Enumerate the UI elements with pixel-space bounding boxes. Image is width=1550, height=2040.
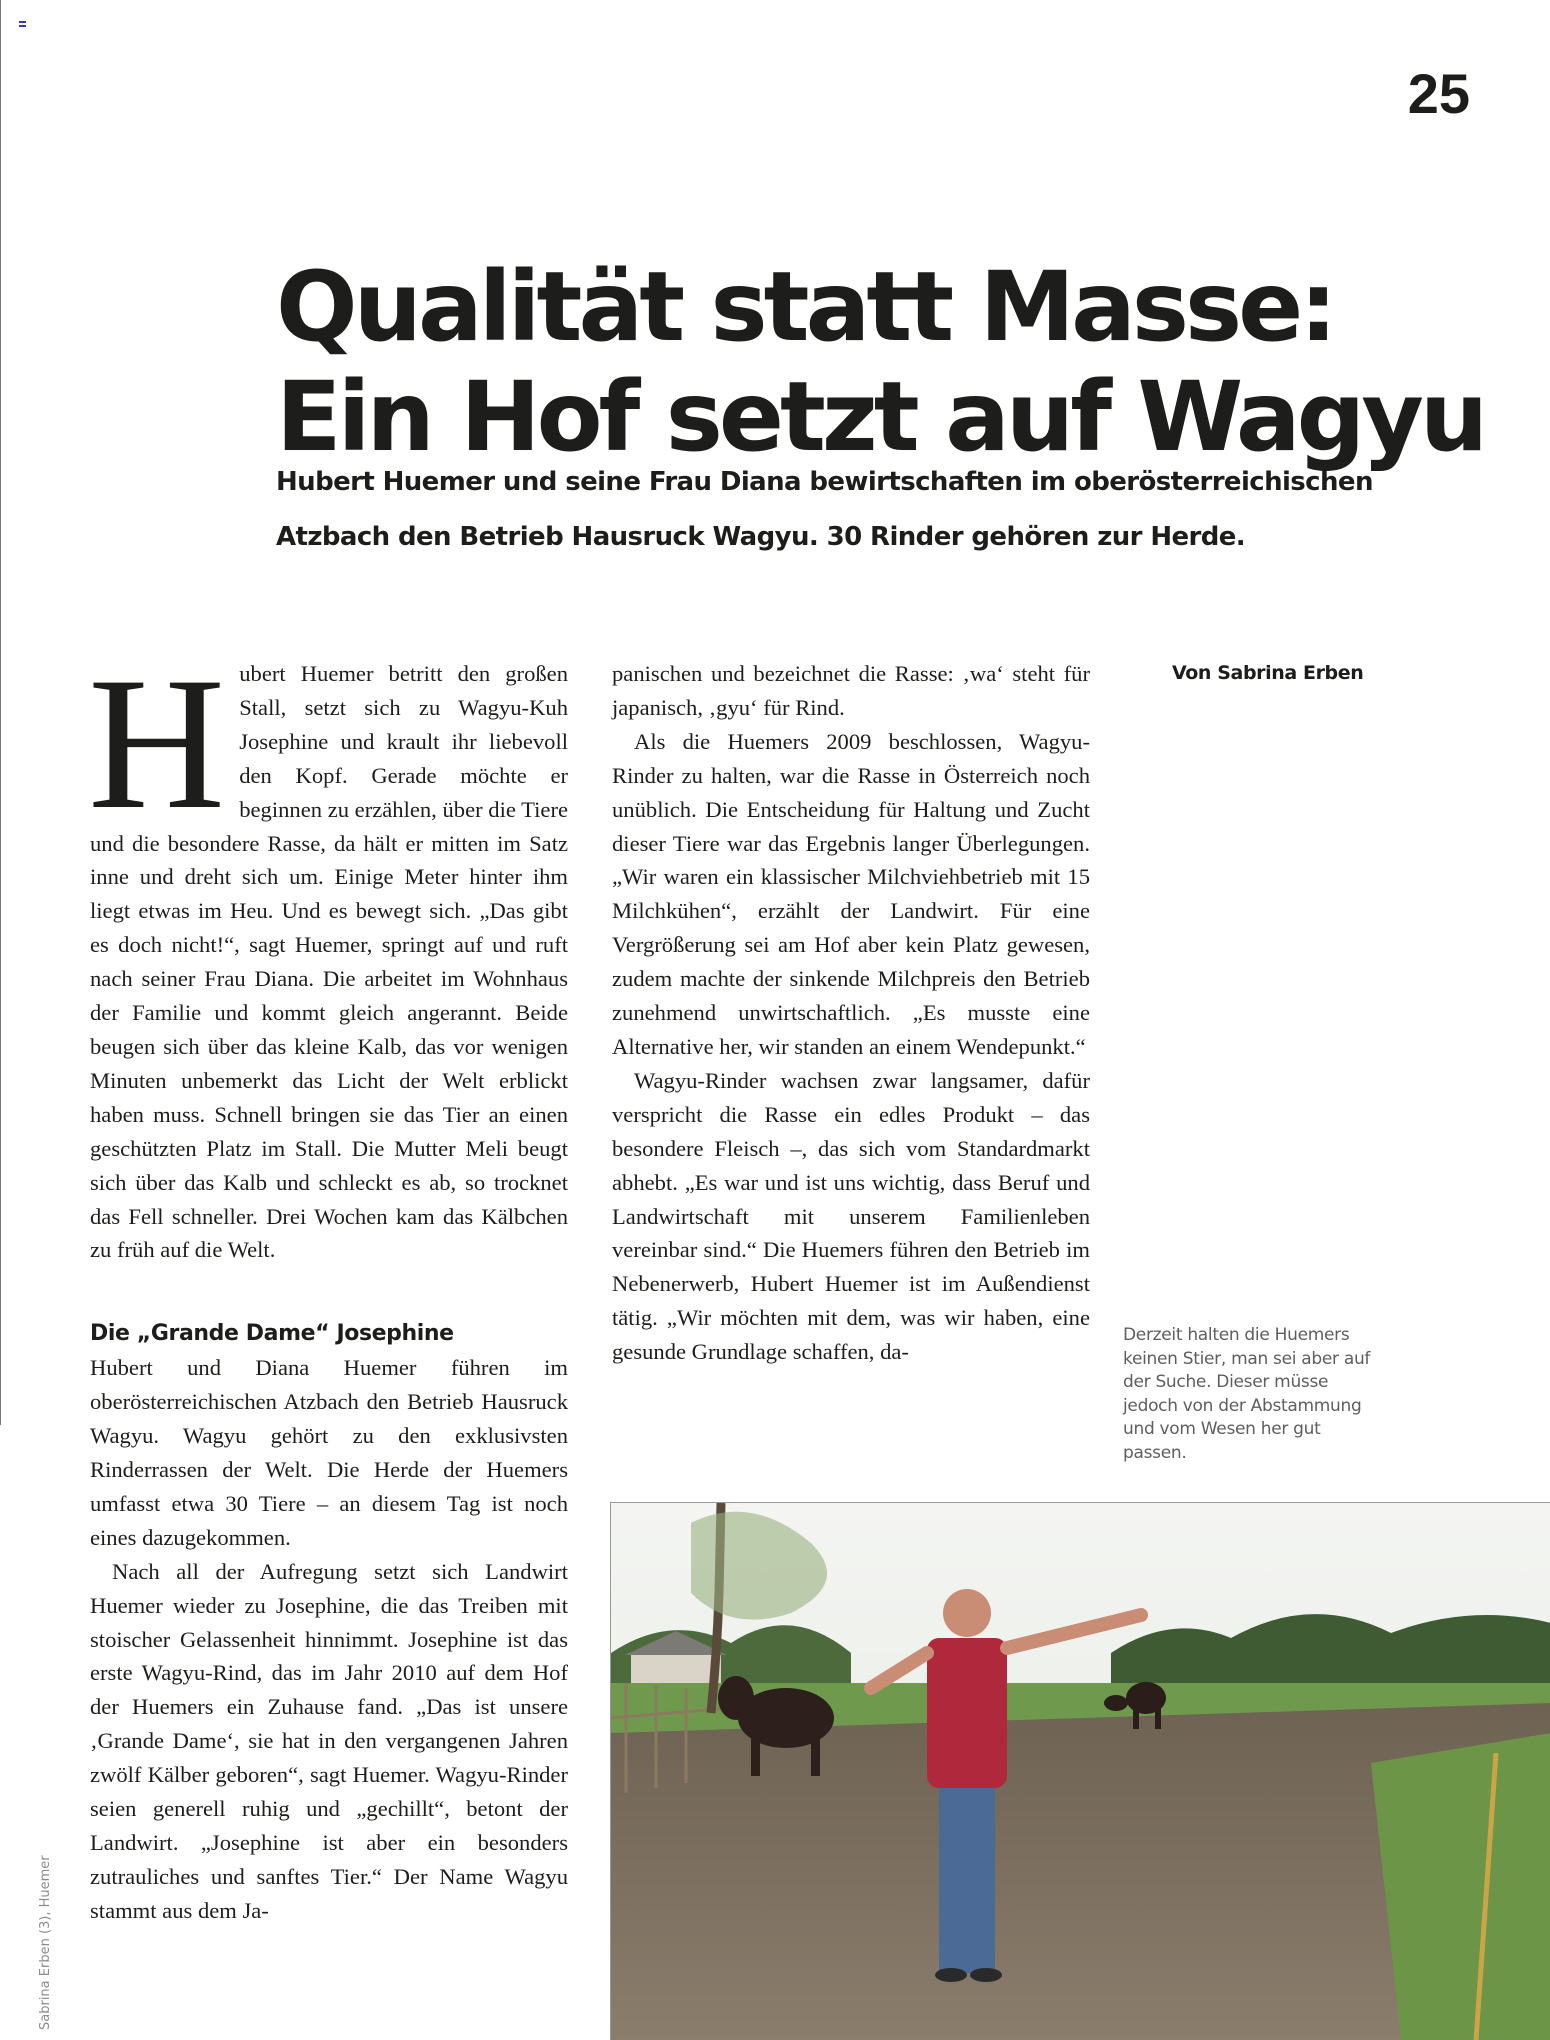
article-column-1 <box>88 639 568 1928</box>
lead-line-2: Atzbach den Betrieb Hausruck Wagyu. 30 Rinder gehören zur Herde. <box>276 522 1246 552</box>
author-byline: Von Sabrina Erben <box>1172 662 1364 684</box>
lead-line-1: Hubert Huemer und seine Frau Diana bewirtschaften im oberösterreichischen <box>276 467 1373 497</box>
body-paragraph: Als die Huemers 2009 beschlossen, Wagyu-Rinder zu halten, war die Rasse in Österreich noch unüblich. Die Entscheidung für Haltung und Zucht dieser Tiere war das Ergebnis langer Überlegungen. „Wir waren ein klassischer Milchviehbetrieb mit 15 Milchkühen“, erzählt der Landwirt. Für eine Vergrößerung sei am Hof aber kein Platz gewesen, zudem machte der sinkende Milchpreis den Betrieb zunehmend unwirtschaftlich. „Es musste eine Alternative her, wir standen an einem Wendepunkt.“ <box>612 728 1090 1059</box>
photo-caption: Derzeit halten die Huemers keinen Stier, man sei aber auf der Suche. Dieser müsse jedoch von der Abstammung und vom Wesen her gut passen. <box>1123 1325 1371 1463</box>
headline-line-2: Ein Hof setzt auf Wagyu <box>276 361 1485 473</box>
headline <box>276 252 1484 472</box>
article-column-2 <box>612 657 1090 1369</box>
section-subhead: Die „Grande Dame“ Josephine <box>90 1321 454 1347</box>
headline-line-1: Qualität statt Masse: <box>276 251 1334 363</box>
body-paragraph: Hubert und Diana Huemer führen im oberösterreichischen Atzbach den Betrieb Hausruck Wagyu. Wagyu gehört zu den exklusivsten Rinderrassen der Welt. Die Herde der Huemers umfasst etwa 30 Tiere – an diesem Tag ist noch eines dazugekommen. <box>90 1355 568 1550</box>
photo-credit: Sabrina Erben (3), Huemer <box>38 1855 53 2030</box>
page-number: 25 <box>1407 62 1470 125</box>
lead-paragraph <box>276 455 1416 565</box>
body-paragraph: Nach all der Aufregung setzt sich Landwirt Huemer wieder zu Josephine, die das Treiben mit stoischer Gelassenheit hinnimmt. Josephine ist das erste Wagyu-Rind, das im Jahr 2010 auf dem Hof der Huemers ein Zuhause fand. „Das ist unsere ‚Grande Dame‘, sie hat in den vergangenen Jahren zwölf Kälber geboren“, sagt Huemer. Wagyu-Rinder seien generell ruhig und „gechillt“, betont der Landwirt. „Josephine ist aber ein besonders zutrauliches und sanftes Tier.“ Der Name Wagyu stammt aus dem Ja- <box>90 1558 568 1923</box>
body-paragraph: Wagyu-Rinder wachsen zwar langsamer, dafür verspricht die Rasse ein edles Produkt – das besondere Fleisch –, das sich vom Standardmarkt abhebt. „Es war und ist uns wichtig, dass Beruf und Landwirtschaft mit unserem Familienleben vereinbar sind.“ Die Huemers führen den Betrieb im Nebenerwerb, Hubert Huemer ist im Außendienst tätig. „Wir möchten mit dem, was wir haben, eine gesunde Grundlage schaffen, da- <box>612 1067 1090 1365</box>
drop-cap: H <box>88 639 226 849</box>
intro-paragraph-text: ubert Huemer betritt den großen Stall, setzt sich zu Wagyu-Kuh Josephine und krault ihr liebevoll den Kopf. Gerade möchte er beginnen zu erzählen, über die Tiere und die besondere Rasse, da hält er mitten im Satz inne und dreht sich um. Einige Meter hinter ihm liegt etwas im Heu. Und es bewegt sich. „Das gibt es doch nicht!“, sagt Huemer, springt auf und ruft nach seiner Frau Diana. Die arbeitet im Wohnhaus der Familie und kommt gleich angerannt. Beide beugen sich über das kleine Kalb, das vor wenigen Minuten unbemerkt das Licht der Welt erblickt haben muss. Schnell bringen sie das Tier an einen geschützten Platz im Stall. Die Mutter Meli beugt sich über das Kalb und schleckt es ab, so trocknet das Fell schneller. Drei Wochen kam das Kälbchen zu früh auf die Welt. <box>90 661 568 1263</box>
intro-paragraph <box>88 639 568 1267</box>
menu-mark-icon <box>19 21 26 27</box>
farm-photo <box>610 1502 1550 2040</box>
page-edge-rule <box>0 0 1 1425</box>
body-paragraph: panischen und bezeichnet die Rasse: ‚wa‘ steht für japanisch, ‚gyu‘ für Rind. <box>612 661 1090 720</box>
